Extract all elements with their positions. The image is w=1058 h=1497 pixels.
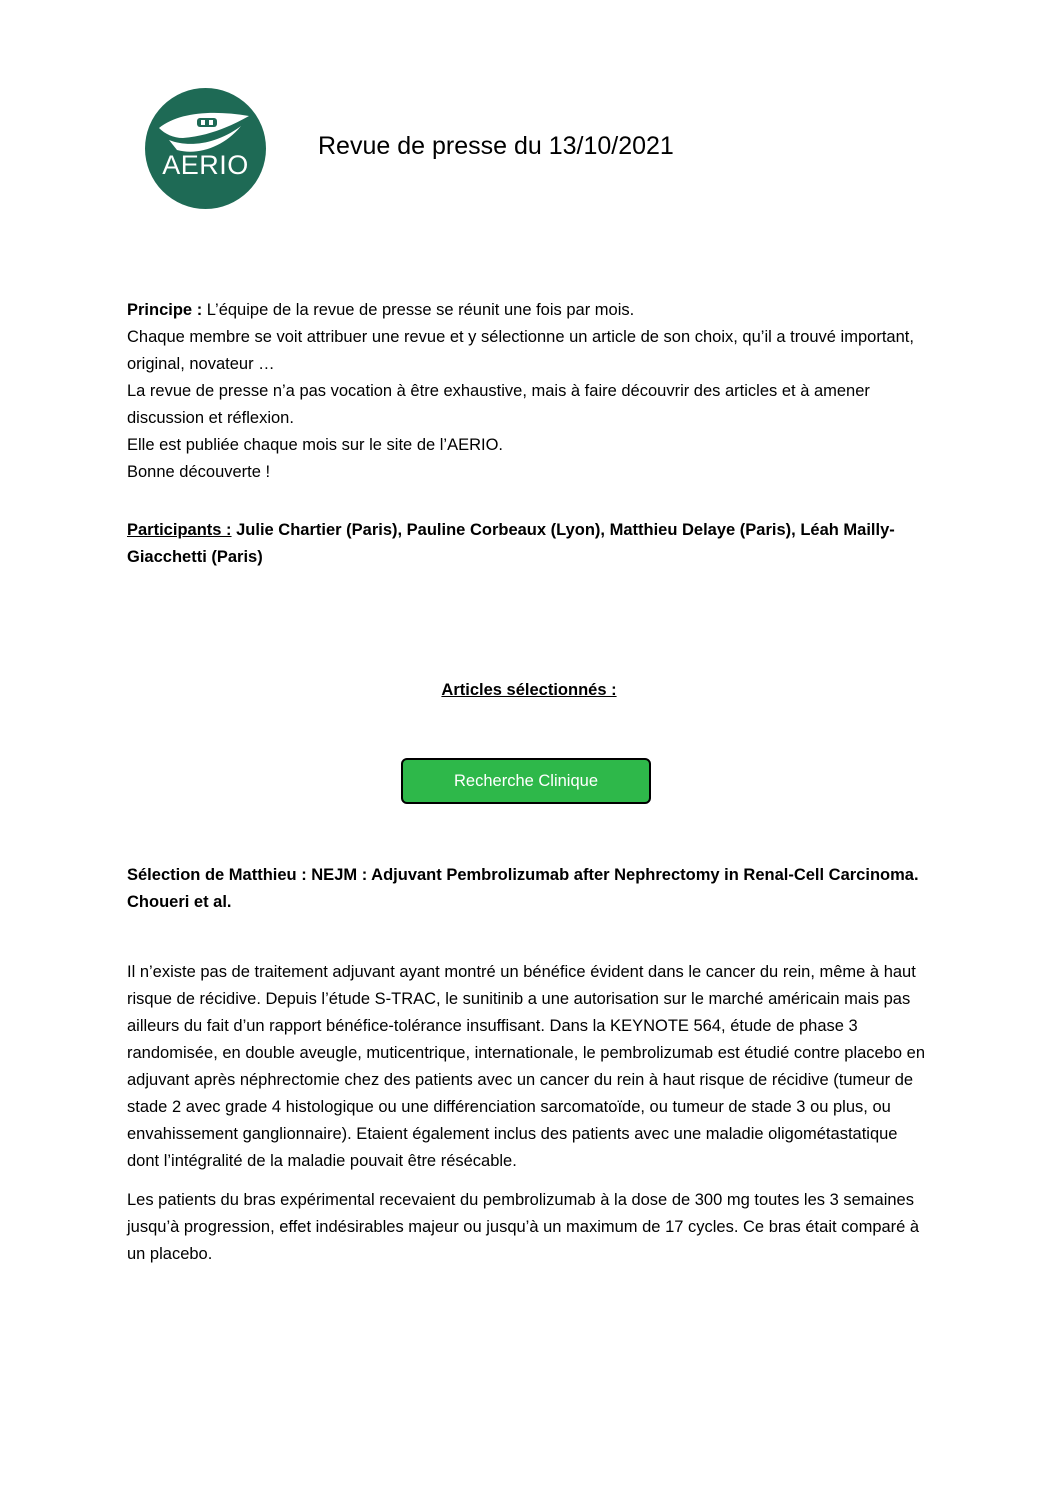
page-title: Revue de presse du 13/10/2021: [318, 132, 674, 160]
article-paragraph: Les patients du bras expérimental recevaient du pembrolizumab à la dose de 300 mg toutes les 3 semaines jusqu’à progression, effet indésirables majeur ou jusqu’à un maximum de 17 cycles. Ce bras était comparé à un placebo.: [127, 1191, 920, 1263]
principe-line: La revue de presse n’a pas vocation à être exhaustive, mais à faire découvrir des articles et à amener discussion et réflexion.: [127, 382, 870, 427]
principe-line: Elle est publiée chaque mois sur le site de l’AERIO.: [127, 436, 504, 454]
logo-text: AERIO: [162, 150, 249, 180]
category-label: Recherche Clinique: [454, 771, 598, 790]
selection-heading: [127, 862, 927, 916]
participants-names: Julie Chartier (Paris), Pauline Corbeaux (Lyon), Matthieu Delaye (Paris), Léah Mailly-Giacchetti (Paris): [127, 521, 895, 566]
principe-section: [127, 297, 927, 486]
category-button[interactable]: [401, 758, 651, 804]
selection-text: Sélection de Matthieu : NEJM : Adjuvant Pembrolizumab after Nephrectomy in Renal-Cell Carcinoma. Choueri et al.: [127, 866, 919, 911]
principe-intro: [127, 297, 927, 324]
logo-bird-icon: [145, 88, 266, 209]
aerio-logo: [145, 88, 266, 209]
article-body: [127, 959, 927, 1268]
principe-first-line: L’équipe de la revue de presse se réunit une fois par mois.: [202, 301, 635, 319]
article-paragraph: Il n’existe pas de traitement adjuvant ayant montré un bénéfice évident dans le cancer du rein, même à haut risque de récidive. Depuis l’étude S-TRAC, le sunitinib a une autorisation sur le marché américain mais pas ailleurs du fait d’un rapport bénéfice-tolérance insuffisant. Dans la KEYNOTE 564, étude de phase 3 randomisée, en double aveugle, muticentrique, internationale, le pembrolizumab est étudié contre placebo en adjuvant après néphrectomie chez des patients avec un cancer du rein à haut risque de récidive (tumeur de stade 2 avec grade 4 histologique ou une différenciation sarcomatoïde, ou tumeur de stade 3 ou plus, ou envahissement ganglionnaire). Etaient également inclus des patients avec une maladie oligométastatique dont l’intégralité de la maladie pouvait être résécable.: [127, 963, 926, 1170]
principe-line: Bonne découverte !: [127, 463, 271, 481]
principe-label: Principe :: [127, 301, 203, 319]
participants-label: Participants :: [127, 521, 232, 539]
participants-section: [127, 517, 927, 571]
principe-line: Chaque membre se voit attribuer une revue et y sélectionne un article de son choix, qu’il a trouvé important, original, novateur …: [127, 328, 914, 373]
articles-heading: Articles sélectionnés :: [441, 681, 617, 699]
